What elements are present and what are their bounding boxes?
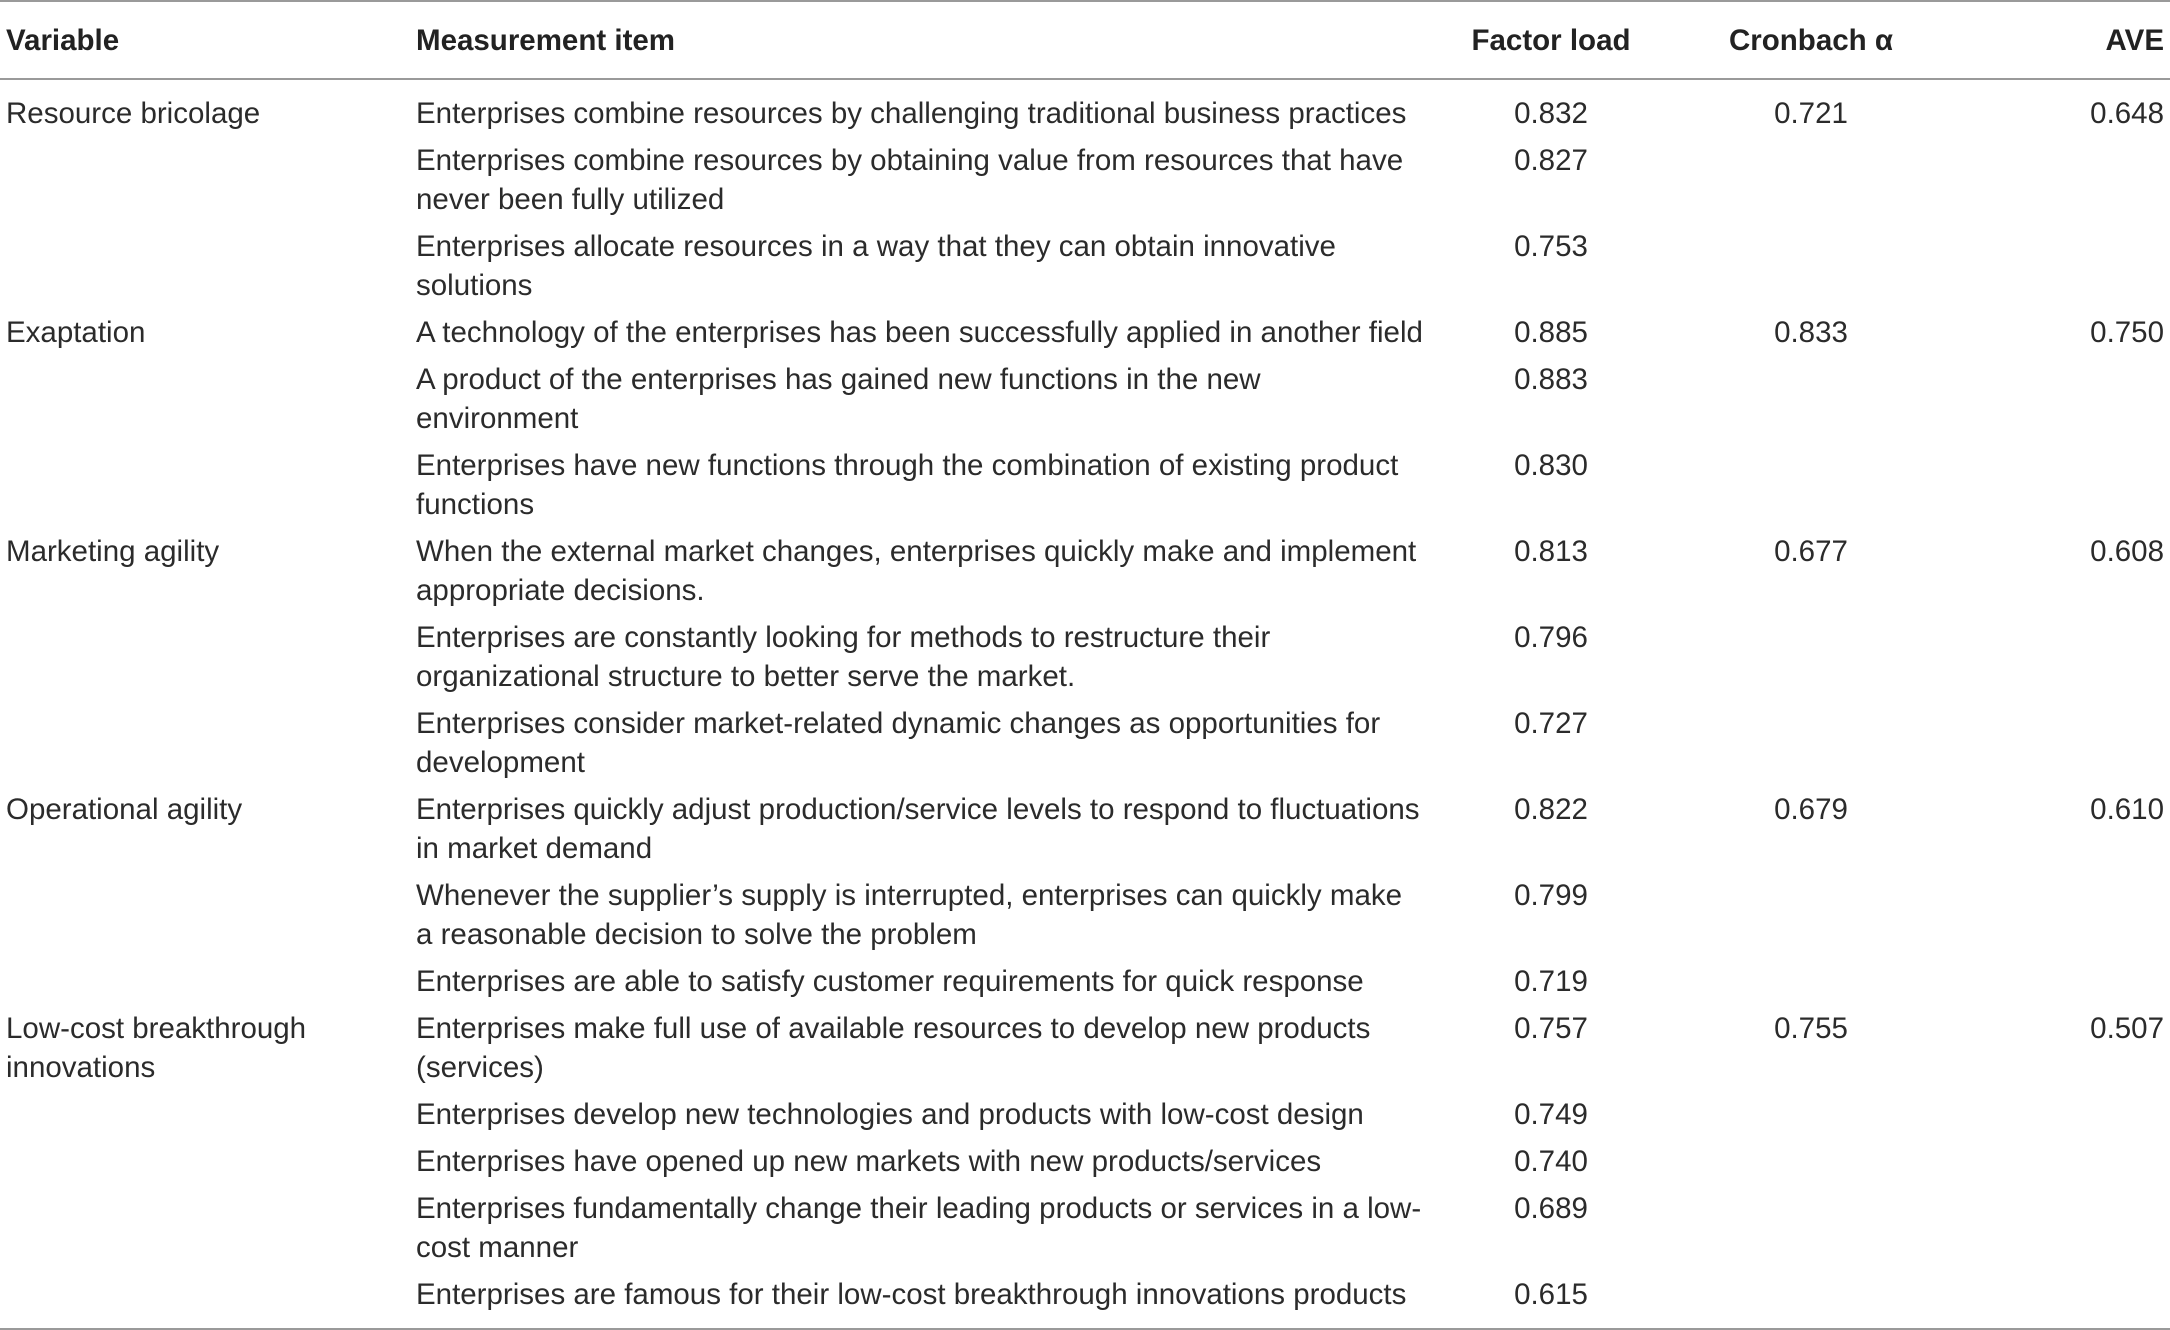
cell-cronbach-alpha xyxy=(1636,223,1986,309)
cell-measurement-item: Enterprises fundamentally change their leading products or services in a low-cost manner xyxy=(416,1192,1422,1264)
cell-cronbach-alpha: 0.721 xyxy=(1774,97,1848,130)
cell-cronbach-alpha xyxy=(1636,1138,1986,1185)
cell-ave xyxy=(1986,223,2170,309)
cell-variable xyxy=(0,614,416,700)
cell-measurement-item: Enterprises allocate resources in a way that they can obtain innovative solutions xyxy=(416,230,1336,302)
cell-cronbach-alpha xyxy=(1636,1271,1986,1329)
cell-measurement-item: Enterprises develop new technologies and products with low-cost design xyxy=(416,1098,1364,1131)
cell-variable xyxy=(0,137,416,223)
table-row xyxy=(0,1005,2170,1091)
table-row xyxy=(0,79,2170,137)
table-row xyxy=(0,614,2170,700)
cell-ave: 0.608 xyxy=(2090,535,2164,568)
cell-cronbach-alpha xyxy=(1636,700,1986,786)
cell-measurement-item: Enterprises combine resources by obtaining value from resources that have never been fully utilized xyxy=(416,144,1404,216)
cell-cronbach-alpha: 0.833 xyxy=(1774,316,1848,349)
header-measurement-item: Measurement item xyxy=(416,23,676,57)
cell-variable: Operational agility xyxy=(6,793,243,826)
header-cronbach-alpha: Cronbach α xyxy=(1728,23,1893,57)
table-row xyxy=(0,700,2170,786)
cell-factor-load: 0.822 xyxy=(1514,793,1588,826)
cell-measurement-item: A product of the enterprises has gained new functions in the new environment xyxy=(416,363,1261,435)
cell-cronbach-alpha: 0.677 xyxy=(1774,535,1848,568)
table-header-row xyxy=(0,1,2170,79)
cell-measurement-item: Enterprises are able to satisfy customer requirements for quick response xyxy=(416,965,1364,998)
cell-cronbach-alpha xyxy=(1636,614,1986,700)
cell-ave xyxy=(1986,872,2170,958)
table-row xyxy=(0,958,2170,1005)
cell-measurement-item: Enterprises quickly adjust production/service levels to respond to fluctuations in market demand xyxy=(416,793,1420,865)
table-row xyxy=(0,872,2170,958)
table-row xyxy=(0,442,2170,528)
cell-cronbach-alpha xyxy=(1636,872,1986,958)
cell-ave xyxy=(1986,1185,2170,1271)
cell-cronbach-alpha: 0.679 xyxy=(1774,793,1848,826)
cell-ave xyxy=(1986,1138,2170,1185)
cell-factor-load: 0.753 xyxy=(1514,230,1588,263)
cell-ave: 0.648 xyxy=(2090,97,2164,130)
cell-factor-load: 0.740 xyxy=(1514,1145,1588,1178)
cell-factor-load: 0.727 xyxy=(1514,707,1588,740)
cell-factor-load: 0.883 xyxy=(1514,363,1588,396)
header-ave: AVE xyxy=(2105,23,2164,57)
table-row xyxy=(0,223,2170,309)
cell-variable: Marketing agility xyxy=(6,535,220,568)
cell-factor-load: 0.832 xyxy=(1514,97,1588,130)
cell-factor-load: 0.796 xyxy=(1514,621,1588,654)
cell-variable xyxy=(0,872,416,958)
cell-variable: Exaptation xyxy=(6,316,146,349)
cell-cronbach-alpha xyxy=(1636,137,1986,223)
cell-variable xyxy=(0,442,416,528)
table-row xyxy=(0,137,2170,223)
cell-variable xyxy=(0,1185,416,1271)
cell-ave xyxy=(1986,442,2170,528)
table-body xyxy=(0,79,2170,1329)
cell-measurement-item: A technology of the enterprises has been successfully applied in another field xyxy=(416,316,1423,349)
cell-variable xyxy=(0,1138,416,1185)
cell-ave xyxy=(1986,614,2170,700)
cell-ave xyxy=(1986,356,2170,442)
cell-measurement-item: Enterprises make full use of available resources to develop new products (services) xyxy=(416,1012,1371,1084)
cell-measurement-item: Whenever the supplier’s supply is interrupted, enterprises can quickly make a reasonable decision to solve the problem xyxy=(416,879,1403,951)
cell-variable xyxy=(0,1091,416,1138)
cell-variable xyxy=(0,958,416,1005)
header-variable: Variable xyxy=(6,23,120,57)
cell-ave xyxy=(1986,700,2170,786)
cell-ave xyxy=(1986,1271,2170,1329)
cell-ave: 0.610 xyxy=(2090,793,2164,826)
cell-factor-load: 0.799 xyxy=(1514,879,1588,912)
table-row xyxy=(0,356,2170,442)
cell-cronbach-alpha xyxy=(1636,442,1986,528)
cell-measurement-item: Enterprises consider market-related dynamic changes as opportunities for development xyxy=(416,707,1381,779)
cell-factor-load: 0.615 xyxy=(1514,1278,1588,1311)
cell-cronbach-alpha xyxy=(1636,1091,1986,1138)
cell-factor-load: 0.749 xyxy=(1514,1098,1588,1131)
cell-factor-load: 0.689 xyxy=(1514,1192,1588,1225)
cell-ave: 0.507 xyxy=(2090,1012,2164,1045)
table-row xyxy=(0,786,2170,872)
cell-cronbach-alpha xyxy=(1636,1185,1986,1271)
cell-factor-load: 0.885 xyxy=(1514,316,1588,349)
cell-cronbach-alpha xyxy=(1636,958,1986,1005)
cell-measurement-item: Enterprises have opened up new markets with new products/services xyxy=(416,1145,1322,1178)
cell-measurement-item: Enterprises are famous for their low-cost breakthrough innovations products xyxy=(416,1278,1407,1311)
table-row xyxy=(0,1091,2170,1138)
cell-variable: Resource bricolage xyxy=(6,97,261,130)
table-row xyxy=(0,1138,2170,1185)
cell-measurement-item: When the external market changes, enterprises quickly make and implement appropriate decisions. xyxy=(416,535,1417,607)
cell-ave xyxy=(1986,958,2170,1005)
cell-variable: Low-cost breakthrough innovations xyxy=(6,1012,307,1084)
cell-variable xyxy=(0,356,416,442)
cell-measurement-item: Enterprises are constantly looking for methods to restructure their organizational structure to better serve the market. xyxy=(416,621,1271,693)
cell-ave: 0.750 xyxy=(2090,316,2164,349)
table-row xyxy=(0,309,2170,356)
cell-variable xyxy=(0,700,416,786)
cell-factor-load: 0.813 xyxy=(1514,535,1588,568)
cell-cronbach-alpha: 0.755 xyxy=(1774,1012,1848,1045)
table-row xyxy=(0,528,2170,614)
cell-measurement-item: Enterprises have new functions through the combination of existing product functions xyxy=(416,449,1399,521)
cell-factor-load: 0.719 xyxy=(1514,965,1588,998)
cell-cronbach-alpha xyxy=(1636,356,1986,442)
table-row xyxy=(0,1185,2170,1271)
cell-variable xyxy=(0,1271,416,1329)
table-row xyxy=(0,1271,2170,1329)
cell-factor-load: 0.830 xyxy=(1514,449,1588,482)
cell-ave xyxy=(1986,1091,2170,1138)
cell-ave xyxy=(1986,137,2170,223)
cell-measurement-item: Enterprises combine resources by challenging traditional business practices xyxy=(416,97,1407,130)
cell-factor-load: 0.827 xyxy=(1514,144,1588,177)
header-factor-load: Factor load xyxy=(1471,23,1631,57)
cell-variable xyxy=(0,223,416,309)
cell-factor-load: 0.757 xyxy=(1514,1012,1588,1045)
